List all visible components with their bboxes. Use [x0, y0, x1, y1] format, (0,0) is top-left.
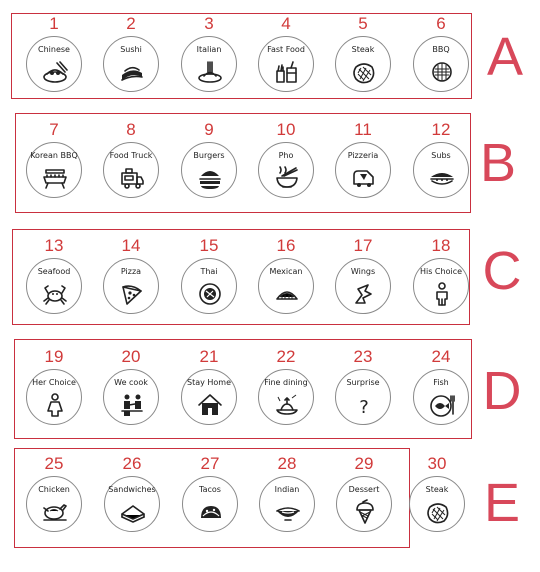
row-letter: E	[483, 473, 521, 533]
choice-token	[181, 36, 237, 92]
korean-bbq-icon	[42, 165, 68, 191]
choice-number: 19	[44, 347, 64, 366]
row-letter: D	[482, 361, 522, 421]
choice-token	[26, 258, 82, 314]
food-choice-cell	[254, 237, 318, 314]
choice-token	[335, 36, 391, 92]
choice-label: Pizza	[120, 267, 142, 276]
choice-token	[181, 142, 237, 198]
food-choice-cell	[177, 348, 241, 425]
pasta-icon	[197, 59, 223, 85]
food-choice-cell	[178, 455, 242, 532]
food-choice-cell	[100, 455, 164, 532]
food-choice-cell	[405, 455, 469, 532]
choice-label: Burgers	[193, 151, 225, 160]
choice-number: 29	[354, 454, 374, 473]
choice-label: Steak	[425, 485, 449, 494]
choice-label: We cook	[114, 378, 148, 387]
choice-token	[103, 36, 159, 92]
cooking-couple-icon	[119, 392, 145, 418]
food-choice-cell	[255, 455, 319, 532]
choice-label: Pho	[278, 151, 294, 160]
choice-token	[181, 258, 237, 314]
choice-token	[259, 476, 315, 532]
choice-number: 9	[204, 120, 214, 139]
choice-label: Mexican	[269, 267, 303, 276]
food-choice-cell	[332, 455, 396, 532]
choice-token	[258, 142, 314, 198]
choice-number: 16	[276, 236, 296, 255]
choice-token	[413, 369, 469, 425]
choice-label: Seafood	[37, 267, 71, 276]
choice-token	[26, 142, 82, 198]
choice-token	[103, 369, 159, 425]
choice-label: Chinese	[38, 45, 70, 54]
choice-number: 6	[436, 14, 446, 33]
fast-food-icon	[274, 59, 300, 85]
choice-number: 3	[204, 14, 214, 33]
choice-number: 12	[431, 120, 451, 139]
choice-label: Tacos	[199, 485, 221, 494]
roast-chicken-icon	[42, 499, 68, 525]
choice-token	[413, 36, 469, 92]
chicken-wing-icon	[351, 281, 377, 307]
choice-token	[26, 36, 82, 92]
chinese-food-icon	[42, 59, 68, 85]
food-choice-cell	[99, 15, 163, 92]
choice-label: Steak	[351, 45, 375, 54]
question-mark-icon	[351, 392, 377, 418]
choice-label: Dessert	[348, 485, 380, 494]
choice-number: 28	[277, 454, 297, 473]
choice-label: BBQ	[432, 45, 450, 54]
food-choice-cell	[22, 348, 86, 425]
choice-number: 14	[121, 236, 141, 255]
row-letter: A	[486, 27, 524, 87]
choice-token	[335, 258, 391, 314]
steak-icon	[351, 59, 377, 85]
sushi-icon	[119, 59, 145, 85]
bbq-icon	[429, 59, 455, 85]
choice-label: His Choice	[419, 267, 463, 276]
food-choice-cell	[22, 455, 86, 532]
choice-number: 10	[276, 120, 296, 139]
choice-number: 8	[126, 120, 136, 139]
choice-label: Pizzeria	[347, 151, 379, 160]
choice-number: 13	[44, 236, 64, 255]
choice-number: 11	[354, 120, 372, 139]
burrito-icon	[274, 281, 300, 307]
choice-token	[26, 369, 82, 425]
fine-dining-icon	[274, 392, 300, 418]
fish-plate-icon	[429, 392, 455, 418]
food-choice-cell	[22, 121, 86, 198]
choice-token	[103, 142, 159, 198]
choice-number: 23	[353, 347, 373, 366]
choice-number: 25	[44, 454, 64, 473]
food-choice-cell	[22, 15, 86, 92]
choice-label: Subs	[431, 151, 451, 160]
steak-icon	[425, 499, 451, 525]
choice-label: Indian	[274, 485, 300, 494]
pho-bowl-icon	[274, 165, 300, 191]
food-choice-cell	[254, 348, 318, 425]
choice-number: 5	[358, 14, 368, 33]
choice-label: Wings	[350, 267, 376, 276]
food-choice-cell	[409, 237, 473, 314]
svg-text:?: ?	[359, 397, 369, 418]
choice-label: Her Choice	[32, 378, 76, 387]
choice-number: 7	[49, 120, 59, 139]
choice-token	[258, 36, 314, 92]
choice-token	[182, 476, 238, 532]
choice-token	[258, 258, 314, 314]
choice-token	[26, 476, 82, 532]
burger-icon	[197, 165, 223, 191]
choice-token	[409, 476, 465, 532]
choice-label: Stay Home	[186, 378, 232, 387]
choice-label: Italian	[196, 45, 222, 54]
ice-cream-cone-icon	[352, 499, 378, 525]
food-choice-cell	[99, 121, 163, 198]
woman-icon	[42, 392, 68, 418]
food-choice-cell	[99, 348, 163, 425]
crab-icon	[42, 281, 68, 307]
choice-number: 20	[121, 347, 141, 366]
choice-number: 1	[49, 14, 59, 33]
house-icon	[197, 392, 223, 418]
choice-token	[181, 369, 237, 425]
thai-dish-icon	[197, 281, 223, 307]
choice-label: Fish	[433, 378, 449, 387]
choice-token	[335, 142, 391, 198]
food-choice-cell	[331, 121, 395, 198]
choice-token	[336, 476, 392, 532]
choice-token	[103, 258, 159, 314]
choice-number: 4	[281, 14, 291, 33]
choice-token	[104, 476, 160, 532]
taco-icon	[198, 499, 224, 525]
choice-label: Thai	[200, 267, 218, 276]
food-choice-cell	[331, 348, 395, 425]
choice-label: Food Truck	[109, 151, 153, 160]
choice-number: 24	[431, 347, 451, 366]
choice-number: 26	[122, 454, 142, 473]
choice-label: Fast Food	[267, 45, 305, 54]
choice-token	[413, 142, 469, 198]
food-choice-cell	[254, 121, 318, 198]
choice-number: 21	[199, 347, 219, 366]
food-choice-cell	[331, 237, 395, 314]
choice-number: 22	[276, 347, 296, 366]
choice-number: 18	[431, 236, 451, 255]
food-choice-cell	[99, 237, 163, 314]
choice-label: Fine dining	[264, 378, 308, 387]
choice-label: Sushi	[120, 45, 142, 54]
row-letter: B	[479, 133, 517, 193]
food-choice-cell	[254, 15, 318, 92]
indian-dish-icon	[275, 499, 301, 525]
sub-sandwich-icon	[429, 165, 455, 191]
choice-label: Sandwiches	[108, 485, 156, 494]
choice-token	[258, 369, 314, 425]
food-choice-cell	[331, 15, 395, 92]
choice-number: 17	[353, 236, 373, 255]
choice-number: 15	[199, 236, 219, 255]
choice-number: 27	[200, 454, 220, 473]
food-choice-cell	[409, 15, 473, 92]
sandwich-icon	[120, 499, 146, 525]
pizza-slice-icon	[119, 281, 145, 307]
food-choice-cell	[409, 121, 473, 198]
choice-token	[413, 258, 469, 314]
choice-label: Korean BBQ	[30, 151, 78, 160]
choice-label: Surprise	[346, 378, 380, 387]
man-icon	[429, 281, 455, 307]
choice-number: 30	[427, 454, 447, 473]
food-choice-cell	[177, 121, 241, 198]
choice-number: 2	[126, 14, 136, 33]
food-choice-cell	[22, 237, 86, 314]
row-letter: C	[482, 241, 522, 301]
choice-label: Chicken	[38, 485, 70, 494]
choice-token	[335, 369, 391, 425]
food-choice-cell	[177, 15, 241, 92]
food-truck-icon	[119, 165, 145, 191]
food-choice-cell	[409, 348, 473, 425]
pizzeria-van-icon	[351, 165, 377, 191]
food-choice-cell	[177, 237, 241, 314]
